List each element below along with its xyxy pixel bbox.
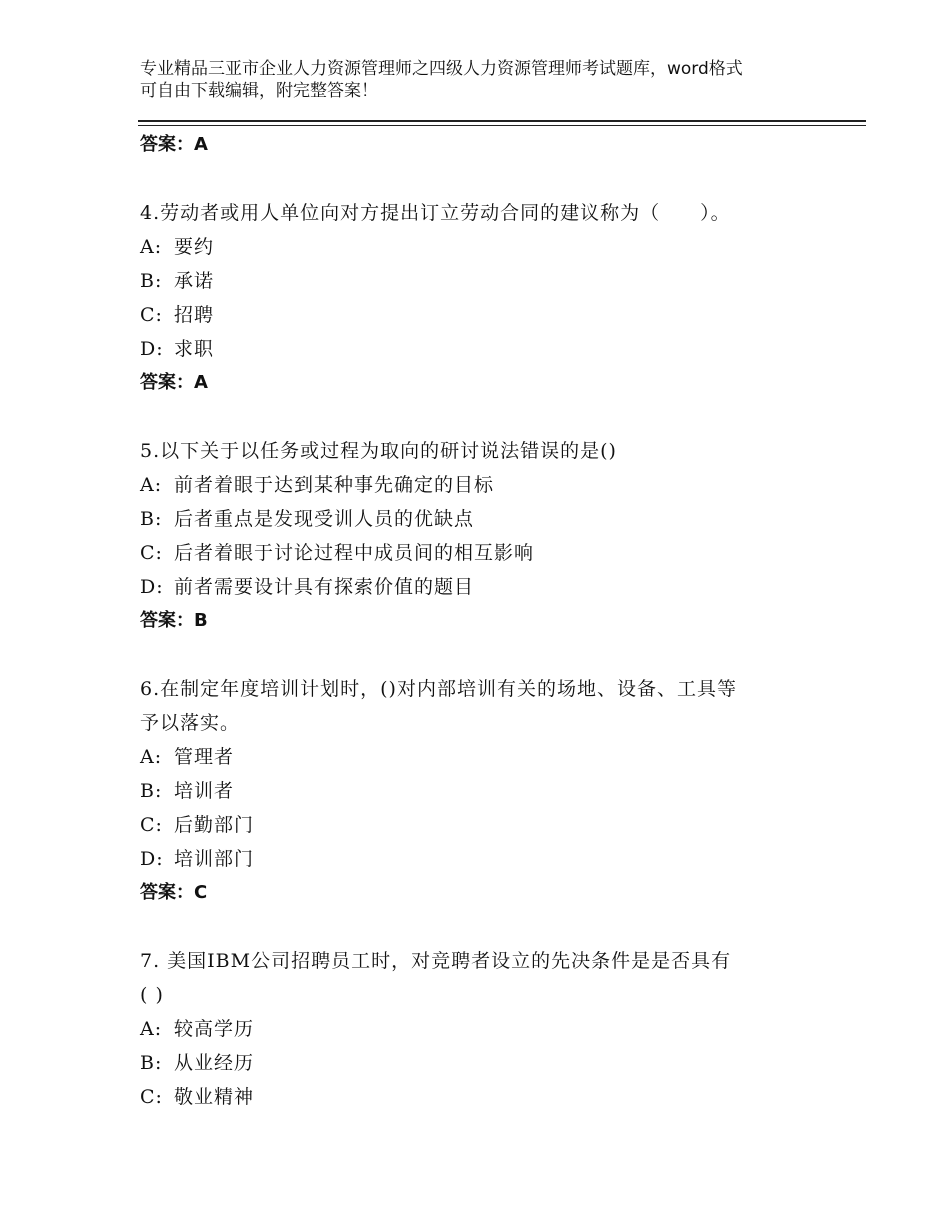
option-item	[140, 570, 820, 604]
header-divider-thin	[138, 125, 866, 126]
option-key: C:	[140, 304, 163, 326]
answer-line: 答案：C	[140, 882, 208, 903]
option-item	[140, 468, 820, 502]
option-item	[140, 740, 820, 774]
option-text: 后者重点是发现受训人员的优缺点	[174, 508, 475, 530]
option-item	[140, 298, 820, 332]
option-item	[140, 230, 820, 264]
answer-line: 答案：A	[140, 372, 208, 393]
option-text: 求职	[174, 338, 215, 360]
option-text: 敬业精神	[174, 1086, 255, 1108]
header-line-2: 可自由下载编辑，附完整答案！	[140, 81, 378, 101]
option-text: 后者着眼于讨论过程中成员间的相互影响	[174, 542, 535, 564]
question-stem: 7. 美国IBM公司招聘员工时，对竞聘者设立的先决条件是是否具有	[140, 950, 732, 972]
option-key: A:	[140, 474, 163, 496]
option-text: 前者需要设计具有探索价值的题目	[174, 576, 475, 598]
question-block	[140, 944, 820, 1114]
option-item	[140, 264, 820, 298]
option-item	[140, 536, 820, 570]
option-text: 较高学历	[174, 1018, 255, 1040]
question-block	[140, 196, 820, 400]
option-item	[140, 502, 820, 536]
option-text: 培训部门	[174, 848, 255, 870]
header-line-1: 专业精品三亚市企业人力资源管理师之四级人力资源管理师考试题库，word格式	[140, 59, 743, 79]
question-gap	[140, 162, 820, 196]
option-text: 要约	[174, 236, 215, 258]
option-key: D:	[140, 338, 164, 360]
option-item	[140, 1080, 820, 1114]
option-item	[140, 1046, 820, 1080]
question-block	[140, 672, 820, 910]
option-key: A:	[140, 1018, 163, 1040]
question-gap	[140, 910, 820, 944]
option-text: 招聘	[174, 304, 215, 326]
option-key: B:	[140, 780, 163, 802]
option-text: 从业经历	[174, 1052, 255, 1074]
question-list	[140, 128, 820, 1114]
option-key: B:	[140, 1052, 163, 1074]
option-item	[140, 842, 820, 876]
option-key: C:	[140, 1086, 163, 1108]
option-key: D:	[140, 576, 164, 598]
option-item	[140, 1012, 820, 1046]
option-key: C:	[140, 814, 163, 836]
question-stem: 4.劳动者或用人单位向对方提出订立劳动合同的建议称为（ ）。	[140, 202, 731, 224]
question-stem: 5.以下关于以任务或过程为取向的研讨说法错误的是()	[140, 440, 617, 462]
option-item	[140, 774, 820, 808]
option-text: 管理者	[174, 746, 235, 768]
option-key: A:	[140, 236, 163, 258]
question-stem: ( )	[140, 984, 164, 1006]
option-text: 承诺	[174, 270, 215, 292]
question-block	[140, 434, 820, 638]
option-text: 后勤部门	[174, 814, 255, 836]
option-text: 前者着眼于达到某种事先确定的目标	[174, 474, 495, 496]
option-item	[140, 808, 820, 842]
page-header	[140, 58, 820, 102]
option-text: 培训者	[174, 780, 235, 802]
question-stem: 6.在制定年度培训计划时，()对内部培训有关的场地、设备、工具等	[140, 678, 737, 700]
option-key: D:	[140, 848, 164, 870]
option-item	[140, 332, 820, 366]
option-key: B:	[140, 508, 163, 530]
question-gap	[140, 638, 820, 672]
option-key: C:	[140, 542, 163, 564]
answer-line: 答案：A	[140, 134, 208, 155]
option-key: A:	[140, 746, 163, 768]
header-divider	[138, 120, 866, 122]
answer-line: 答案：B	[140, 610, 208, 631]
question-gap	[140, 400, 820, 434]
option-key: B:	[140, 270, 163, 292]
question-stem: 予以落实。	[140, 712, 241, 734]
